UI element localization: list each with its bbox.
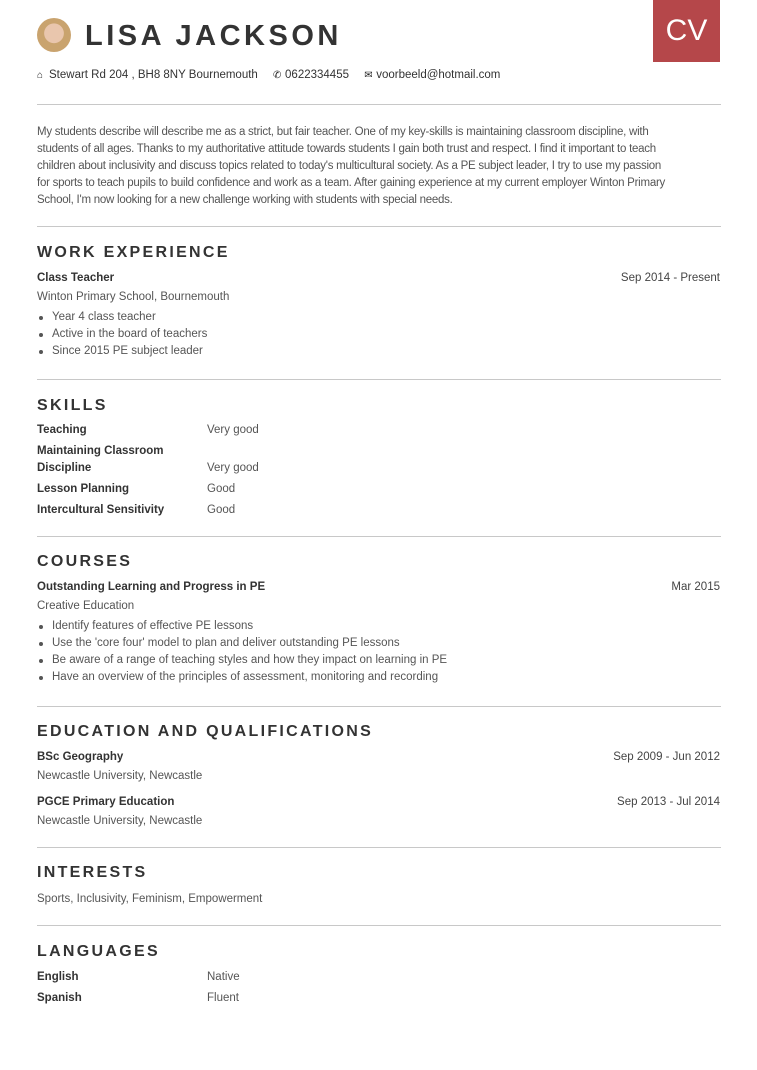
- list-item: Active in the board of teachers: [37, 326, 720, 343]
- email: voorbeeld@hotmail.com: [376, 69, 501, 81]
- degree-date: Sep 2009 - Jun 2012: [613, 751, 720, 763]
- job-org: Winton Primary School, Bournemouth: [37, 291, 230, 303]
- education-section: [37, 722, 720, 831]
- interests-text: Sports, Inclusivity, Feminism, Empowerment: [37, 893, 263, 905]
- divider: [37, 104, 721, 105]
- divider: [37, 706, 721, 707]
- skill-name: Teaching: [37, 424, 87, 436]
- skill-row: [37, 500, 720, 521]
- language-row: [37, 988, 720, 1009]
- language-level: Native: [207, 971, 240, 983]
- phone: 0622334455: [285, 69, 349, 81]
- skill-level: Good: [207, 504, 236, 516]
- skill-name: Maintaining Classroom Discipline: [37, 445, 164, 474]
- language-row: [37, 967, 720, 988]
- list-item: Year 4 class teacher: [37, 309, 720, 326]
- summary: [37, 124, 720, 209]
- list-item: Identify features of effective PE lessons: [37, 618, 720, 635]
- courses-section: [37, 552, 720, 686]
- summary-line: My students describe will describe me as a strict, but fair teacher. One of my key-skills is maintaining classroom discipline, with: [37, 126, 649, 138]
- list-item: Be aware of a range of teaching styles and how they impact on learning in PE: [37, 652, 720, 669]
- course-name: Outstanding Learning and Progress in PE: [37, 581, 266, 593]
- divider: [37, 847, 721, 848]
- language-name: Spanish: [37, 992, 82, 1004]
- interests-section: [37, 863, 720, 909]
- degree: BSc Geography: [37, 751, 124, 763]
- section-title: INTERESTS: [37, 864, 148, 881]
- degree-date: Sep 2013 - Jul 2014: [617, 796, 720, 808]
- cv-badge: CV: [653, 0, 720, 62]
- divider: [37, 925, 721, 926]
- phone-icon: ✆: [273, 70, 282, 81]
- email-icon: ✉: [364, 70, 373, 81]
- job-date: Sep 2014 - Present: [620, 272, 720, 284]
- section-title: WORK EXPERIENCE: [37, 244, 230, 261]
- summary-line: School, I'm now looking for a new challenge working with students with special needs.: [37, 194, 453, 206]
- job-title: Class Teacher: [37, 272, 115, 284]
- section-title: EDUCATION AND QUALIFICATIONS: [37, 723, 374, 740]
- skills-section: [37, 396, 720, 521]
- skill-level: Good: [207, 483, 236, 495]
- language-name: English: [37, 971, 79, 983]
- institution: Newcastle University, Newcastle: [37, 770, 203, 782]
- language-level: Fluent: [207, 992, 239, 1004]
- skill-row: [37, 441, 720, 479]
- address: Stewart Rd 204 , BH8 8NY Bournemouth: [49, 69, 258, 81]
- avatar: [37, 18, 71, 52]
- skill-level: Very good: [207, 424, 259, 436]
- list-item: Have an overview of the principles of assessment, monitoring and recording: [37, 669, 720, 686]
- list-item: Since 2015 PE subject leader: [37, 343, 720, 360]
- skill-name: Intercultural Sensitivity: [37, 504, 165, 516]
- page-title: LISA JACKSON: [85, 20, 342, 52]
- summary-line: children about inclusivity and discuss topics related to today's multicultural society. As a PE subject leader, I try to use my passion: [37, 160, 662, 172]
- course-org: Creative Education: [37, 600, 135, 612]
- degree: PGCE Primary Education: [37, 796, 175, 808]
- divider: [37, 379, 721, 380]
- skill-row: [37, 420, 720, 441]
- contact-info: [37, 67, 720, 84]
- divider: [37, 226, 721, 227]
- summary-line: for sports to teach pupils to build confidence and work as a team. After gaining experience at my current employer Winton Primary: [37, 177, 666, 189]
- skill-name: Lesson Planning: [37, 483, 130, 495]
- languages-section: [37, 942, 720, 1009]
- section-title: LANGUAGES: [37, 943, 160, 960]
- list-item: Use the 'core four' model to plan and deliver outstanding PE lessons: [37, 635, 720, 652]
- section-title: SKILLS: [37, 397, 108, 414]
- home-icon: ⌂: [37, 70, 44, 81]
- summary-line: students of all ages. Thanks to my authoritative attitude towards students I gain both trust and respect. I find it important to teach: [37, 143, 656, 155]
- skill-row: [37, 479, 720, 500]
- work-experience-section: [37, 243, 720, 360]
- skill-level: Very good: [207, 462, 259, 474]
- institution: Newcastle University, Newcastle: [37, 815, 203, 827]
- job-bullets: [37, 309, 720, 360]
- course-date: Mar 2015: [671, 581, 720, 593]
- section-title: COURSES: [37, 553, 133, 570]
- divider: [37, 536, 721, 537]
- course-bullets: [37, 618, 720, 686]
